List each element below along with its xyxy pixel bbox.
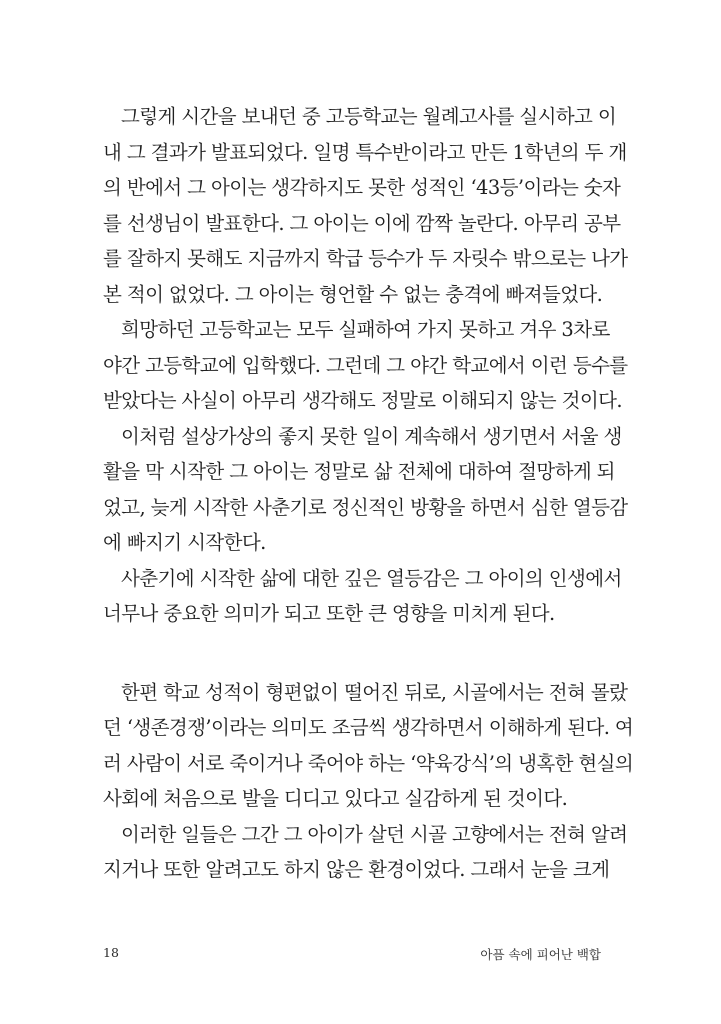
text-line: 의 반에서 그 아이는 생각하지도 못한 성적인 ‘43등’이라는 숫자 — [103, 176, 621, 199]
text-line: 러 사람이 서로 죽이거나 죽어야 하는 ‘약육강식’의 냉혹한 현실의 — [103, 751, 634, 775]
text-line: 를 선생님이 발표한다. 그 아이는 이에 깜짝 놀란다. 아무리 공부 — [103, 211, 621, 235]
text-line: 에 빠지기 시작한다. — [103, 531, 266, 554]
text-line: 를 잘하지 못해도 지금까지 학급 등수가 두 자릿수 밖으로는 나가 — [103, 247, 628, 270]
text-line: 본 적이 없었다. 그 아이는 형언할 수 없는 충격에 빠져들었다. — [103, 282, 603, 306]
text-line: 사춘기에 시작한 삶에 대한 깊은 열등감은 그 아이의 인생에서 — [121, 566, 622, 590]
paragraph — [103, 675, 634, 817]
text-line: 너무나 중요한 의미가 되고 또한 큰 영향을 미치게 된다. — [103, 602, 555, 625]
section-break — [103, 632, 601, 675]
text-line: 었고, 늦게 시작한 사춘기로 정신적인 방황을 하면서 심한 열등감 — [103, 495, 628, 519]
body-text — [103, 99, 634, 888]
text-line: 야간 고등학교에 입학했다. 그런데 그 야간 학교에서 이런 등수를 — [103, 353, 628, 377]
text-line: 던 ‘생존경쟁’이라는 의미도 조금씩 생각하면서 이해하게 된다. 여 — [103, 716, 634, 739]
text-line: 희망하던 고등학교는 모두 실패하여 가지 못하고 겨우 3차로 — [121, 318, 610, 341]
text-line: 활을 막 시작한 그 아이는 정말로 삶 전체에 대하여 절망하게 되 — [103, 460, 615, 483]
paragraph — [103, 419, 628, 561]
text-line: 한편 학교 성적이 형편없이 떨어진 뒤로, 시골에서는 전혀 몰랐 — [121, 680, 628, 704]
paragraph — [103, 312, 628, 419]
page-number: 18 — [103, 945, 119, 960]
paragraph — [103, 561, 622, 632]
text-line: 받았다는 사실이 아무리 생각해도 정말로 이해되지 않는 것이다. — [103, 389, 622, 412]
text-line: 내 그 결과가 발표되었다. 일명 특수반이라고 만든 1학년의 두 개 — [103, 140, 627, 164]
page-footer — [103, 945, 601, 965]
running-title: 아픔 속에 피어난 백합 — [480, 947, 601, 962]
text-line: 지거나 또한 알려고도 하지 않은 환경이었다. 그래서 눈을 크게 — [103, 858, 610, 881]
text-line: 사회에 처음으로 발을 디디고 있다고 실감하게 된 것이다. — [103, 787, 568, 810]
paragraph — [103, 99, 628, 312]
text-line: 이러한 일들은 그간 그 아이가 살던 시골 고향에서는 전혀 알려 — [121, 822, 628, 846]
paragraph — [103, 817, 628, 888]
text-line: 이처럼 설상가상의 좋지 못한 일이 계속해서 생기면서 서울 생 — [121, 424, 622, 448]
text-line: 그렇게 시간을 보내던 중 고등학교는 월례고사를 실시하고 이 — [121, 105, 617, 128]
